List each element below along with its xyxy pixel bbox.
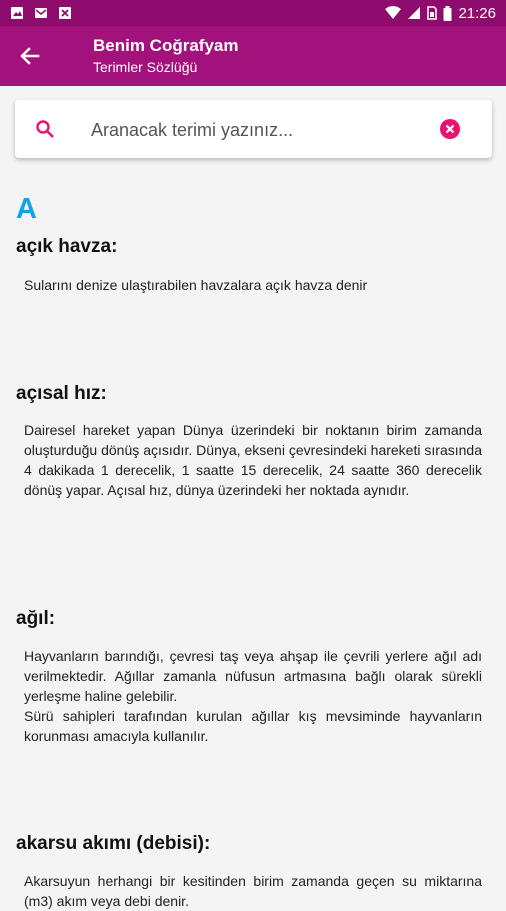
definition-paragraph: Akarsuyun herhangi bir kesitinden birim zamanda geçen su miktarına (m3) akım veya debi denir.	[24, 873, 482, 909]
term-definition	[24, 646, 482, 746]
definition-paragraph: Sürü sahipleri tarafından kurulan ağıllar kış mevsiminde hayvanların korunması amacıyla kullanılır.	[24, 708, 482, 744]
status-time: 21:26	[458, 4, 496, 22]
mail-icon	[34, 6, 48, 20]
app-subtitle: Terimler Sözlüğü	[93, 59, 198, 75]
term-title: ağıl:	[16, 608, 56, 629]
definition-paragraph: Sularını denize ulaştırabilen havzalara açık havza denir	[24, 277, 368, 293]
term-definition	[24, 275, 482, 295]
search-bar	[15, 100, 492, 158]
app-title: Benim Coğrafyam	[93, 36, 239, 55]
close-box-icon	[58, 6, 72, 20]
wifi-icon	[385, 6, 401, 20]
app-bar	[0, 26, 506, 86]
term-title: akarsu akımı (debisi):	[16, 833, 211, 854]
search-icon	[35, 119, 55, 139]
status-right-icons	[385, 5, 496, 22]
term-title: açık havza:	[16, 236, 118, 257]
search-input[interactable]	[89, 112, 423, 148]
section-letter: A	[16, 193, 37, 225]
arrow-left-icon	[19, 45, 41, 67]
battery-icon	[443, 6, 452, 21]
image-icon	[10, 6, 24, 20]
status-bar	[0, 0, 506, 26]
clear-search-icon[interactable]	[440, 119, 460, 139]
definition-paragraph: Hayvanların barındığı, çevresi taş veya ahşap ile çevrili yerlere ağıl adı verilmektedir. Ağıllar zamanla nüfusun artmasına bağlı olarak sürekli yerleşme haline gelebilir.	[24, 648, 482, 704]
term-title: açısal hız:	[16, 383, 107, 404]
signal-icon	[407, 6, 421, 20]
back-button[interactable]	[12, 38, 48, 74]
term-definition	[24, 871, 482, 911]
term-definition	[24, 420, 482, 500]
sim-icon	[427, 6, 437, 20]
status-left-icons	[10, 6, 72, 20]
definition-paragraph: Dairesel hareket yapan Dünya üzerindeki bir noktanın birim zamanda oluşturduğu dönüş açısıdır. Dünya, ekseni çevresindeki hareketi sırasında 4 dakikada 1 derecelik, 1 saatte 15 derecelik, 24 saatte 360 derecelik dönüş yapar. Açısal hız, dünya üzerindeki her noktada aynıdır.	[24, 422, 482, 498]
